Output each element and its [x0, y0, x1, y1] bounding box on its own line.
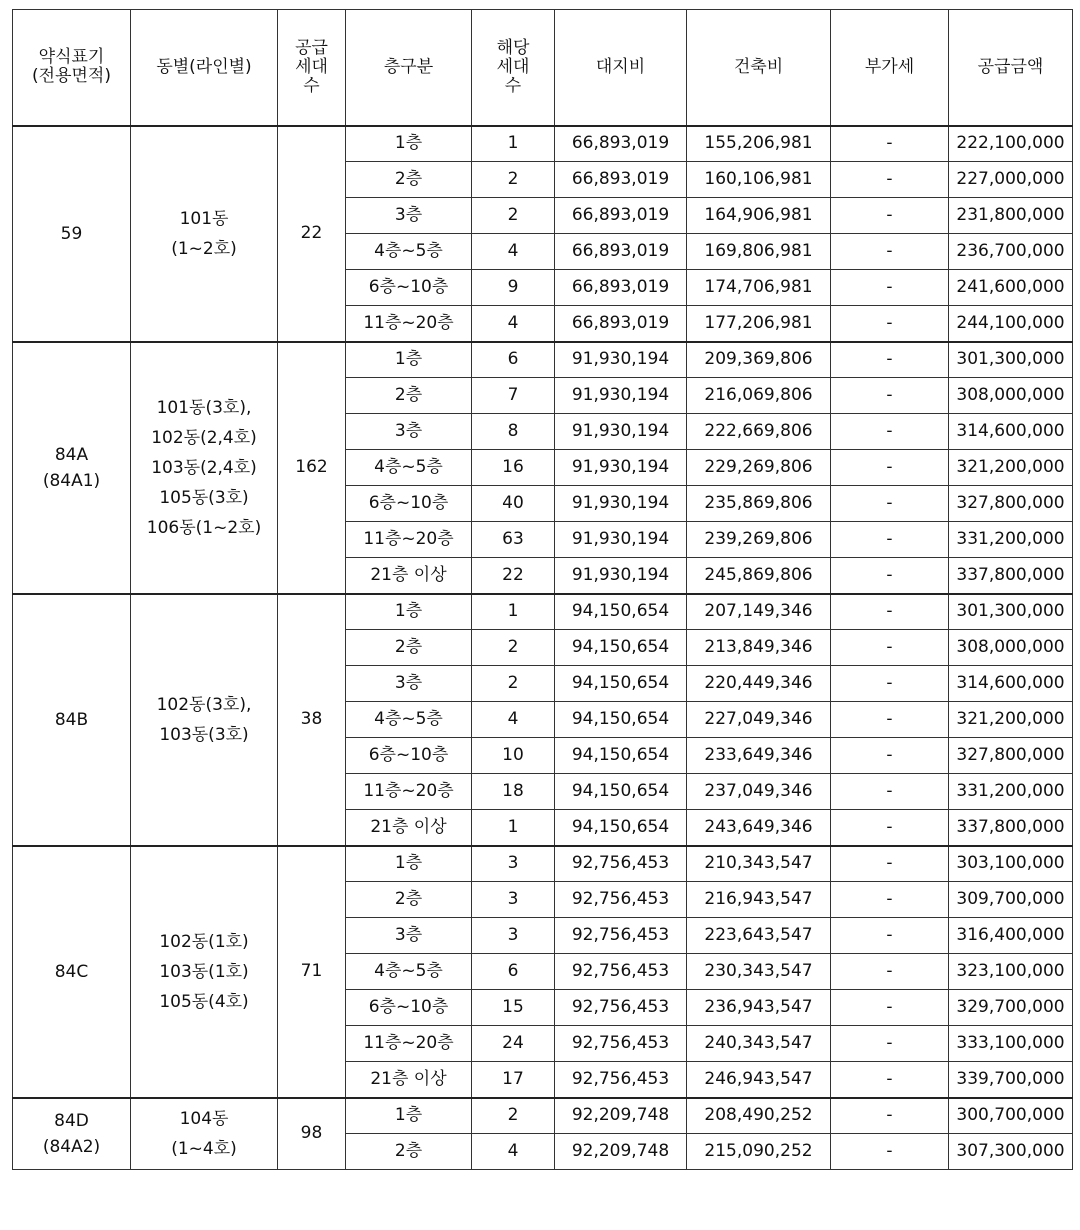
- construction-cost-cell: 236,943,547: [687, 990, 831, 1026]
- construction-cost-cell: 209,369,806: [687, 342, 831, 378]
- floor-cell: 21층 이상: [346, 558, 472, 594]
- supply-price-cell: 244,100,000: [949, 306, 1073, 342]
- supply-price-cell: 321,200,000: [949, 450, 1073, 486]
- construction-cost-cell: 208,490,252: [687, 1098, 831, 1134]
- land-cost-cell: 91,930,194: [555, 342, 687, 378]
- vat-cell: -: [831, 1098, 949, 1134]
- land-cost-cell: 92,209,748: [555, 1098, 687, 1134]
- units-cell: 24: [472, 1026, 555, 1062]
- building-label: 102동(1호): [159, 931, 249, 952]
- floor-cell: 4층~5층: [346, 234, 472, 270]
- floor-cell: 6층~10층: [346, 990, 472, 1026]
- floor-cell: 11층~20층: [346, 774, 472, 810]
- land-cost-cell: 92,756,453: [555, 1062, 687, 1098]
- vat-cell: -: [831, 882, 949, 918]
- floor-cell: 3층: [346, 198, 472, 234]
- construction-cost-cell: 233,649,346: [687, 738, 831, 774]
- construction-cost-cell: 243,649,346: [687, 810, 831, 846]
- units-cell: 8: [472, 414, 555, 450]
- land-cost-cell: 91,930,194: [555, 558, 687, 594]
- units-cell: 9: [472, 270, 555, 306]
- type-cell: [13, 1098, 131, 1170]
- construction-cost-cell: 227,049,346: [687, 702, 831, 738]
- floor-cell: 4층~5층: [346, 450, 472, 486]
- construction-cost-cell: 207,149,346: [687, 594, 831, 630]
- building-cell: [131, 126, 278, 342]
- supply-price-cell: 327,800,000: [949, 738, 1073, 774]
- header-building: 동별(라인별): [131, 10, 278, 126]
- floor-cell: 4층~5층: [346, 954, 472, 990]
- supply-price-cell: 308,000,000: [949, 378, 1073, 414]
- construction-cost-cell: 213,849,346: [687, 630, 831, 666]
- floor-cell: 11층~20층: [346, 1026, 472, 1062]
- building-cell: [131, 846, 278, 1098]
- land-cost-cell: 91,930,194: [555, 414, 687, 450]
- building-label: (1~4호): [171, 1138, 237, 1159]
- vat-cell: -: [831, 1134, 949, 1170]
- construction-cost-cell: 216,069,806: [687, 378, 831, 414]
- floor-cell: 2층: [346, 378, 472, 414]
- vat-cell: -: [831, 198, 949, 234]
- floor-cell: 1층: [346, 1098, 472, 1134]
- supply-price-cell: 222,100,000: [949, 126, 1073, 162]
- vat-cell: -: [831, 162, 949, 198]
- units-cell: 63: [472, 522, 555, 558]
- supply-units-cell: 22: [278, 126, 346, 342]
- land-cost-cell: 94,150,654: [555, 702, 687, 738]
- units-cell: 1: [472, 810, 555, 846]
- supply-price-cell: 303,100,000: [949, 846, 1073, 882]
- land-cost-cell: 92,756,453: [555, 1026, 687, 1062]
- land-cost-cell: 94,150,654: [555, 594, 687, 630]
- land-cost-cell: 92,756,453: [555, 918, 687, 954]
- land-cost-cell: 91,930,194: [555, 522, 687, 558]
- floor-cell: 21층 이상: [346, 1062, 472, 1098]
- supply-price-cell: 314,600,000: [949, 666, 1073, 702]
- vat-cell: -: [831, 342, 949, 378]
- supply-price-cell: 307,300,000: [949, 1134, 1073, 1170]
- units-cell: 4: [472, 1134, 555, 1170]
- vat-cell: -: [831, 702, 949, 738]
- construction-cost-cell: 177,206,981: [687, 306, 831, 342]
- units-cell: 1: [472, 594, 555, 630]
- construction-cost-cell: 240,343,547: [687, 1026, 831, 1062]
- units-cell: 6: [472, 954, 555, 990]
- construction-cost-cell: 155,206,981: [687, 126, 831, 162]
- supply-price-cell: 321,200,000: [949, 702, 1073, 738]
- land-cost-cell: 66,893,019: [555, 270, 687, 306]
- supply-price-cell: 308,000,000: [949, 630, 1073, 666]
- units-cell: 1: [472, 126, 555, 162]
- building-label: 103동(1호): [159, 961, 249, 982]
- construction-cost-cell: 239,269,806: [687, 522, 831, 558]
- vat-cell: -: [831, 486, 949, 522]
- vat-cell: -: [831, 1062, 949, 1098]
- type-cell: [13, 342, 131, 594]
- units-cell: 4: [472, 702, 555, 738]
- units-cell: 2: [472, 162, 555, 198]
- units-cell: 15: [472, 990, 555, 1026]
- supply-price-cell: 337,800,000: [949, 558, 1073, 594]
- supply-price-cell: 333,100,000: [949, 1026, 1073, 1062]
- land-cost-cell: 92,756,453: [555, 954, 687, 990]
- building-label: 103동(2,4호): [151, 457, 257, 478]
- floor-cell: 3층: [346, 918, 472, 954]
- supply-price-cell: 314,600,000: [949, 414, 1073, 450]
- supply-price-cell: 339,700,000: [949, 1062, 1073, 1098]
- header-construction: 건축비: [687, 10, 831, 126]
- units-cell: 40: [472, 486, 555, 522]
- floor-cell: 2층: [346, 162, 472, 198]
- construction-cost-cell: 222,669,806: [687, 414, 831, 450]
- vat-cell: -: [831, 1026, 949, 1062]
- units-cell: 6: [472, 342, 555, 378]
- floor-cell: 2층: [346, 1134, 472, 1170]
- type-label: 84C: [54, 961, 89, 982]
- supply-price-cell: 301,300,000: [949, 342, 1073, 378]
- header-vat: 부가세: [831, 10, 949, 126]
- units-cell: 2: [472, 1098, 555, 1134]
- land-cost-cell: 94,150,654: [555, 630, 687, 666]
- type-cell: [13, 846, 131, 1098]
- vat-cell: -: [831, 810, 949, 846]
- vat-cell: -: [831, 414, 949, 450]
- land-cost-cell: 91,930,194: [555, 378, 687, 414]
- land-cost-cell: 92,756,453: [555, 882, 687, 918]
- construction-cost-cell: 220,449,346: [687, 666, 831, 702]
- supply-units-cell: 38: [278, 594, 346, 846]
- land-cost-cell: 91,930,194: [555, 486, 687, 522]
- units-cell: 18: [472, 774, 555, 810]
- floor-cell: 21층 이상: [346, 810, 472, 846]
- supply-price-cell: 309,700,000: [949, 882, 1073, 918]
- type-cell: [13, 594, 131, 846]
- header-floor: 층구분: [346, 10, 472, 126]
- building-label: 105동(3호): [159, 487, 249, 508]
- building-label: 105동(4호): [159, 991, 249, 1012]
- units-cell: 3: [472, 882, 555, 918]
- table-row: [13, 846, 1073, 882]
- vat-cell: -: [831, 990, 949, 1026]
- building-label: 102동(2,4호): [151, 427, 257, 448]
- vat-cell: -: [831, 270, 949, 306]
- land-cost-cell: 92,756,453: [555, 990, 687, 1026]
- land-cost-cell: 66,893,019: [555, 162, 687, 198]
- supply-price-table-container: [12, 9, 1073, 1170]
- supply-price-cell: 301,300,000: [949, 594, 1073, 630]
- supply-price-cell: 241,600,000: [949, 270, 1073, 306]
- supply-price-cell: 331,200,000: [949, 774, 1073, 810]
- land-cost-cell: 92,756,453: [555, 846, 687, 882]
- building-label: 104동: [179, 1108, 229, 1129]
- supply-price-cell: 236,700,000: [949, 234, 1073, 270]
- construction-cost-cell: 235,869,806: [687, 486, 831, 522]
- units-cell: 2: [472, 666, 555, 702]
- building-label: 101동(3호),: [156, 397, 252, 418]
- type-label: 84A: [54, 444, 89, 465]
- construction-cost-cell: 216,943,547: [687, 882, 831, 918]
- units-cell: 4: [472, 234, 555, 270]
- supply-price-cell: 300,700,000: [949, 1098, 1073, 1134]
- type-label: 84B: [54, 709, 89, 730]
- land-cost-cell: 91,930,194: [555, 450, 687, 486]
- supply-units-cell: 98: [278, 1098, 346, 1170]
- vat-cell: -: [831, 738, 949, 774]
- building-label: 102동(3호),: [156, 694, 252, 715]
- supply-price-cell: 231,800,000: [949, 198, 1073, 234]
- supply-price-cell: 327,800,000: [949, 486, 1073, 522]
- header-units: 해당 세대 수: [472, 10, 555, 126]
- vat-cell: -: [831, 954, 949, 990]
- vat-cell: -: [831, 918, 949, 954]
- construction-cost-cell: 160,106,981: [687, 162, 831, 198]
- vat-cell: -: [831, 558, 949, 594]
- table-row: [13, 594, 1073, 630]
- vat-cell: -: [831, 666, 949, 702]
- building-label: 101동: [179, 208, 229, 229]
- building-label: 106동(1~2호): [146, 517, 262, 538]
- land-cost-cell: 66,893,019: [555, 234, 687, 270]
- building-cell: [131, 342, 278, 594]
- floor-cell: 1층: [346, 126, 472, 162]
- type-label: 84D: [54, 1110, 89, 1131]
- units-cell: 2: [472, 630, 555, 666]
- floor-cell: 6층~10층: [346, 486, 472, 522]
- units-cell: 10: [472, 738, 555, 774]
- land-cost-cell: 94,150,654: [555, 738, 687, 774]
- supply-price-cell: 337,800,000: [949, 810, 1073, 846]
- vat-cell: -: [831, 450, 949, 486]
- vat-cell: -: [831, 594, 949, 630]
- floor-cell: 2층: [346, 630, 472, 666]
- type-cell: [13, 126, 131, 342]
- floor-cell: 4층~5층: [346, 702, 472, 738]
- land-cost-cell: 66,893,019: [555, 126, 687, 162]
- table-row: [13, 126, 1073, 162]
- units-cell: 16: [472, 450, 555, 486]
- construction-cost-cell: 210,343,547: [687, 846, 831, 882]
- construction-cost-cell: 245,869,806: [687, 558, 831, 594]
- supply-units-cell: 162: [278, 342, 346, 594]
- construction-cost-cell: 246,943,547: [687, 1062, 831, 1098]
- vat-cell: -: [831, 630, 949, 666]
- construction-cost-cell: 174,706,981: [687, 270, 831, 306]
- construction-cost-cell: 164,906,981: [687, 198, 831, 234]
- units-cell: 7: [472, 378, 555, 414]
- floor-cell: 11층~20층: [346, 522, 472, 558]
- vat-cell: -: [831, 522, 949, 558]
- header-supply-units: 공급 세대 수: [278, 10, 346, 126]
- header-row: [13, 10, 1073, 126]
- land-cost-cell: 94,150,654: [555, 810, 687, 846]
- land-cost-cell: 92,209,748: [555, 1134, 687, 1170]
- supply-price-cell: 329,700,000: [949, 990, 1073, 1026]
- supply-price-cell: 331,200,000: [949, 522, 1073, 558]
- supply-price-cell: 323,100,000: [949, 954, 1073, 990]
- floor-cell: 1층: [346, 342, 472, 378]
- floor-cell: 3층: [346, 414, 472, 450]
- vat-cell: -: [831, 306, 949, 342]
- header-price: 공급금액: [949, 10, 1073, 126]
- type-label: (84A1): [42, 470, 101, 491]
- supply-units-cell: 71: [278, 846, 346, 1098]
- type-label: (84A2): [42, 1136, 101, 1157]
- floor-cell: 11층~20층: [346, 306, 472, 342]
- construction-cost-cell: 237,049,346: [687, 774, 831, 810]
- floor-cell: 3층: [346, 666, 472, 702]
- construction-cost-cell: 230,343,547: [687, 954, 831, 990]
- header-land: 대지비: [555, 10, 687, 126]
- construction-cost-cell: 229,269,806: [687, 450, 831, 486]
- supply-price-cell: 227,000,000: [949, 162, 1073, 198]
- table-row: [13, 1098, 1073, 1134]
- vat-cell: -: [831, 126, 949, 162]
- land-cost-cell: 94,150,654: [555, 666, 687, 702]
- floor-cell: 6층~10층: [346, 270, 472, 306]
- units-cell: 4: [472, 306, 555, 342]
- construction-cost-cell: 223,643,547: [687, 918, 831, 954]
- header-type: 약식표기 (전용면적): [13, 10, 131, 126]
- building-cell: [131, 594, 278, 846]
- units-cell: 22: [472, 558, 555, 594]
- building-cell: [131, 1098, 278, 1170]
- floor-cell: 6층~10층: [346, 738, 472, 774]
- floor-cell: 2층: [346, 882, 472, 918]
- vat-cell: -: [831, 846, 949, 882]
- supply-price-table: [12, 9, 1073, 1170]
- table-body: [13, 126, 1073, 1170]
- land-cost-cell: 94,150,654: [555, 774, 687, 810]
- units-cell: 2: [472, 198, 555, 234]
- building-label: 103동(3호): [159, 724, 249, 745]
- floor-cell: 1층: [346, 594, 472, 630]
- supply-price-cell: 316,400,000: [949, 918, 1073, 954]
- land-cost-cell: 66,893,019: [555, 306, 687, 342]
- building-label: (1~2호): [171, 238, 237, 259]
- land-cost-cell: 66,893,019: [555, 198, 687, 234]
- units-cell: 3: [472, 846, 555, 882]
- type-label: 59: [60, 223, 83, 244]
- construction-cost-cell: 215,090,252: [687, 1134, 831, 1170]
- construction-cost-cell: 169,806,981: [687, 234, 831, 270]
- vat-cell: -: [831, 774, 949, 810]
- units-cell: 3: [472, 918, 555, 954]
- table-row: [13, 342, 1073, 378]
- vat-cell: -: [831, 234, 949, 270]
- vat-cell: -: [831, 378, 949, 414]
- units-cell: 17: [472, 1062, 555, 1098]
- floor-cell: 1층: [346, 846, 472, 882]
